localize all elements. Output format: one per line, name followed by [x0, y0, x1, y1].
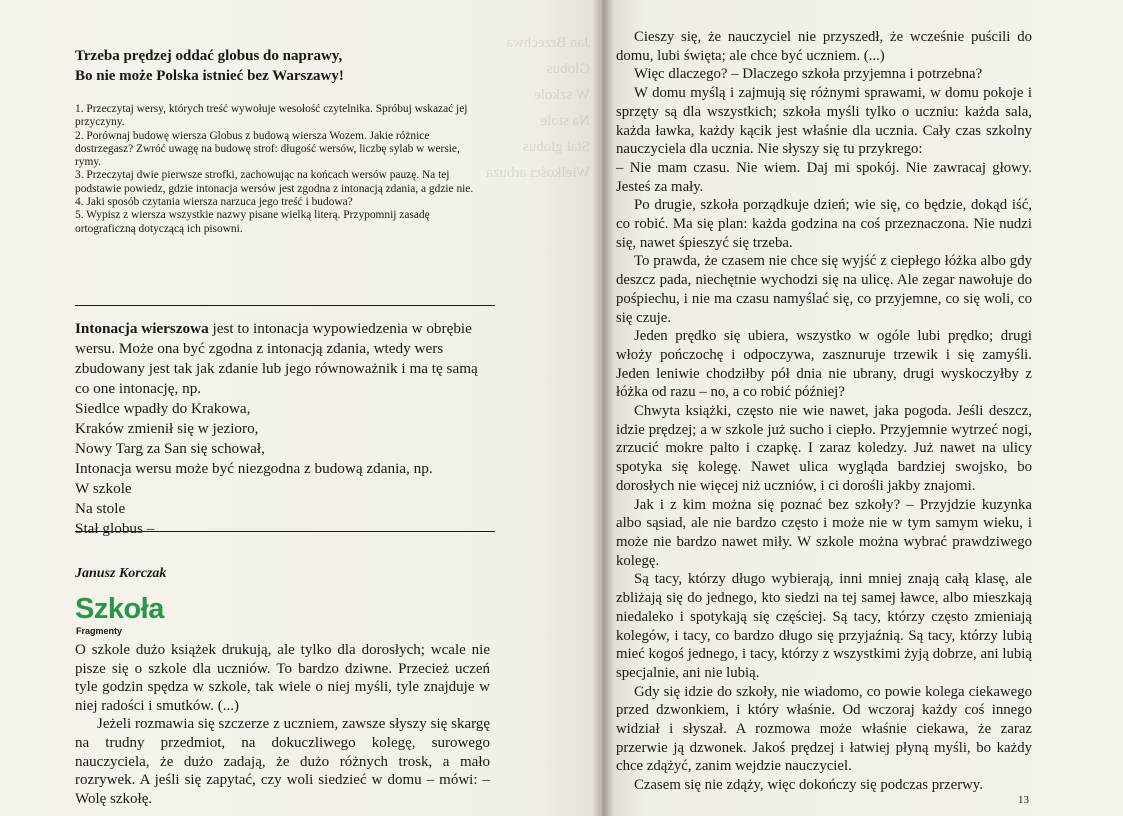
- verse-line: W szkole: [75, 480, 132, 497]
- task-item: 4. Jaki sposób czytania wiersza narzuca jego treść i budowa?: [75, 196, 353, 209]
- definition-paragraph: [75, 319, 495, 399]
- story-paragraph: – Nie mam czasu. Nie wiem. Daj mi spokój. Nie zawracaj głowy. Jesteś za mały.: [616, 159, 1032, 195]
- story-subtitle: Fragmenty: [76, 626, 123, 636]
- epigraph-line: Bo nie może Polska istnieć bez Warszawy!: [75, 68, 344, 84]
- verse-line: Stał globus –: [75, 520, 155, 537]
- page-number: 13: [1018, 794, 1029, 806]
- verse-line: Na stole: [75, 500, 126, 517]
- author-name: Janusz Korczak: [75, 566, 167, 581]
- task-item: 3. Przeczytaj dwie pierwsze strofki, zachowując na końcach wersów pauzę. Na tej podstawie powiedz, gdzie intonacja wersów jest zgodna z intonacją zdania, a gdzie nie.: [75, 169, 474, 195]
- story-paragraph: O szkole dużo książek drukują, ale tylko dla dorosłych; wcale nie pisze się o szkole dla uczniów. To bardzo dziwne. Przecież uczeń tyle godzin spędza w szkole, tak wiele o niej myśli, tyle znajduje w niej radości i smutków. (...): [75, 642, 490, 714]
- verse-line: Kraków zmienił się w jezioro,: [75, 420, 259, 437]
- definition-text-2: Intonacja wersu może być niezgodna z budową zdania, np.: [75, 460, 433, 477]
- story-title: Szkoła: [75, 593, 164, 625]
- story-paragraph: Gdy się idzie do szkoły, nie wiadomo, co powie kolega ciekawego przed dzwonkiem, i który właśnie. Od wczoraj każdy coś innego widział i słyszał. A rozmowa może właśnie ciekawa, że zaraz przerwie ją dzwonek. Jakoś prędzej i łatwiej płyną myśli, bo każdy chce zdążyć, zanim wejdzie nauczyciel.: [616, 683, 1032, 775]
- story-paragraph: Chwyta książki, często nie wie nawet, jaka pogoda. Jeśli deszcz, idzie prędzej; a w szkole już sucho i ciepło. Przyjemnie wytrzeć nogi, zrzucić mokre palto i czapkę. I zaraz koledzy. Już nawet na ulicy spotyka się kolegę. Nawet ulica wygląda bardziej swojsko, bo dorosłych nie więcej niż uczniów, i ci dorośli jakby znajomi.: [616, 403, 1032, 494]
- bleed-through-text: Jan Brzechwa Globus W szkole Na stole Stał globus Wielkości arbuza: [486, 35, 590, 181]
- story-left-column: [75, 641, 490, 808]
- story-paragraph: W domu myślą i zajmują się różnymi sprawami, w domu pokoje i sprzęty są dla wszystkich; szkoła myśli tylko o uczniu: każda sala, każda ławka, każdy kącik jest właśnie dla ucznia. Cały czas szkolny nauczyciela dla ucznia. Nie słyszy się tu przykrego:: [616, 85, 1032, 158]
- story-paragraph: Więc dlaczego? – Dlaczego szkoła przyjemna i potrzebna?: [634, 66, 983, 83]
- task-item: 2. Porównaj budowę wiersza Globus z budową wiersza Wozem. Jakie różnice dostrzegasz? Zwróć uwagę na budowę strof: długość wersów, liczbę sylab w wersie, rymy.: [75, 129, 460, 169]
- example-verse-1: [75, 399, 495, 459]
- story-paragraph: Czasem się nie zdąży, więc dokończy się podczas przerwy.: [634, 777, 983, 794]
- epigraph: [75, 46, 495, 86]
- story-paragraph: Po drugie, szkoła porządkuje dzień; wie się, co będzie, dokąd iść, co robić. Ma się plan: każda godzina na coś przeznaczona. Nie nudzi się, nawet śpieszyć się trzeba.: [616, 197, 1032, 251]
- divider-bottom: [75, 531, 495, 532]
- definition-text: jest to intonacja wypowiedzenia w obrębie wersu. Może ona być zgodna z intonacją zdania, wtedy wers zbudowany jest tak jak zdanie lub jego równoważnik i ma tę samą co one intonację, np.: [75, 320, 478, 397]
- verse-line: Nowy Targ za San się schował,: [75, 440, 265, 457]
- definition-term: Intonacja wierszowa: [75, 320, 209, 337]
- verse-line: Siedlce wpadły do Krakowa,: [75, 400, 251, 417]
- story-paragraph: Jeden prędko się ubiera, wszystko w ogóle lubi prędko; drugi włoży pończochę i odpoczywa, zasznuruje trzewik i się zamyśli. Jeden leniwie chodziłby pół dnia nie ubrany, drugi wyskoczyłby z łóżka od razu – no, a co robić później?: [616, 328, 1032, 401]
- task-item: 5. Wypisz z wiersza wszystkie nazwy pisane wielką literą. Przypomnij zasadę ortograficzną dotyczącą ich pisowni.: [75, 209, 430, 235]
- task-list: [75, 103, 485, 236]
- task-item: 1. Przeczytaj wersy, których treść wywołuje wesołość czytelnika. Spróbuj wskazać jej przyczyny.: [75, 103, 468, 129]
- epigraph-line: Trzeba prędzej oddać globus do naprawy,: [75, 48, 343, 64]
- story-paragraph: Cieszy się, że nauczyciel nie przyszedł, że wcześnie puścili do domu, lubi święta; ale chce być uczniem. (...): [616, 29, 1032, 64]
- example-verse-2: [75, 479, 495, 539]
- story-paragraph: Jak i z kim można się poznać bez szkoły? – Przyjdzie kuzynka albo sąsiad, ale nie bardzo często i może nie w tym samym wieku, i może nie bardzo nawet miły. W szkole można wybrać prawdziwego kolegę.: [616, 496, 1032, 569]
- story-right-column: [616, 28, 1032, 795]
- divider-top: [75, 305, 495, 306]
- definition-box: [75, 319, 495, 539]
- story-paragraph: Jeżeli rozmawia się szczerze z uczniem, zawsze słyszy się skargę na trudny przedmiot, na dokuczliwego kolegę, surowego nauczyciela, że dużo zadają, że dużo różnych trosk, a mało rozrywek. A jeśli się zapytać, czy woli siedzieć w domu – mówi: – Wolę szkołę.: [75, 716, 490, 807]
- story-paragraph: To prawda, że czasem nie chce się wyjść z ciepłego łóżka albo gdy deszcz pada, niechętnie wychodzi się na ulicę. Ale zegar nawołuje do pośpiechu, i nie ma czasu namyślać się, co przyjemne, co się woli, co się czuje.: [616, 253, 1032, 326]
- story-paragraph: Są tacy, którzy długo wybierają, inni mniej znają całą klasę, ale zbliżają się do jednego, kto siedzi na tej samej ławce, albo mieszkają niedaleko i spotykają się częściej. Są tacy, którzy często zmieniają kolegów, i tacy, co bardzo długo się przyjaźnią. Są tacy, którzy lubią mieć kogoś jednego, i tacy, którzy z wszystkimi żyją dobrze, ani lubią specjalnie, ani nie lubią.: [616, 571, 1032, 681]
